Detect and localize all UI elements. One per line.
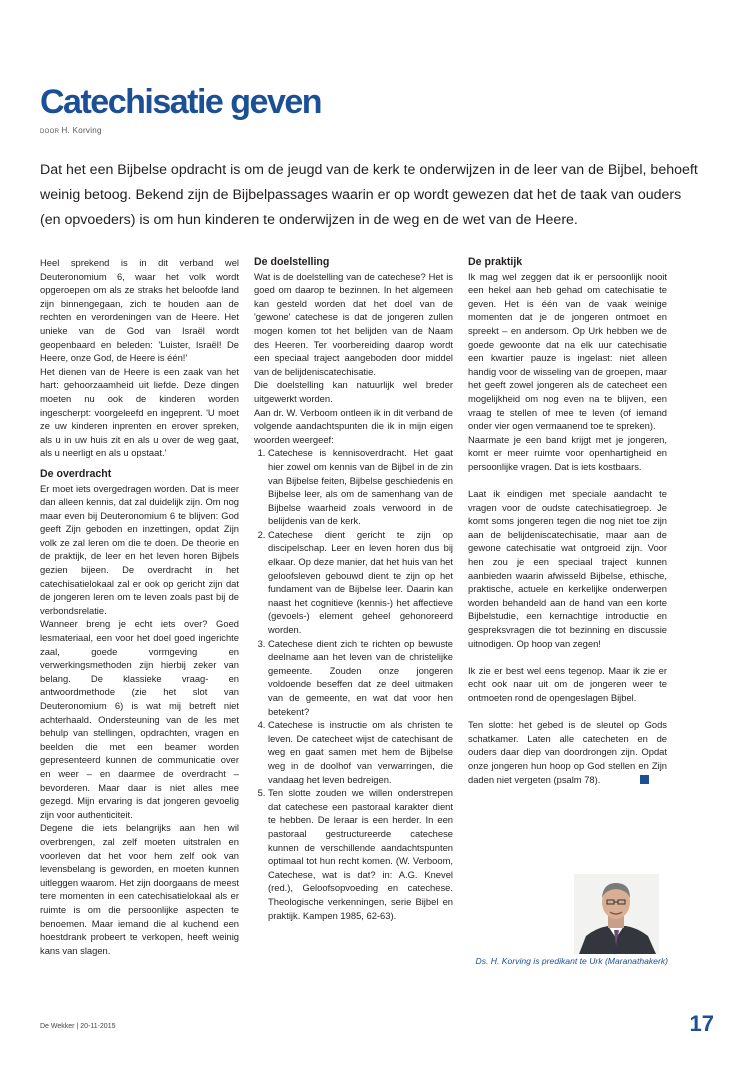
aandachtspunten-list (254, 446, 453, 922)
closing-text: Ten slotte: het gebed is de sleutel op Gods schatkamer. Laten alle catecheten en de ouders daar diep van doordrongen zijn. Opdat onze jongeren hun hoop op God stellen en Zijn daden niet vergeten (psalm 78). (468, 719, 667, 785)
column-2 (254, 256, 453, 922)
list-item: 2. Catechese dient gericht te zijn op discipelschap. Leer en leven horen dus bij elkaar. Op deze manier, dat het huis van het geloofsleven gebouwd dient te zijn op het fundament van de Bijbelse leer. Daarin kan naast het cognitieve (kennis-) het affectieve (gevoels-) element geheel gehonoreerd worden. (268, 528, 453, 637)
paragraph: Ik zie er best wel eens tegenop. Maar ik zie er echt ook naar uit om de jongeren weer te ontmoeten rond de opengeslagen Bijbel. (468, 664, 667, 703)
list-item: 1. Catechese is kennisoverdracht. Het gaat hier zowel om kennis van de Bijbel in de zin van Bijbelse feiten, Bijbelse geschiedenis en Bijbelse leer, als om de samenhang van de Bijbelse waarheid zoals verwoord in de belijdenis van de kerk. (268, 446, 453, 528)
paragraph: Het dienen van de Heere is een zaak van het hart: gehoorzaamheid uit liefde. Deze dingen moeten nu ook de kinderen worden ingescherpt: voorgeleefd en ingeprent. 'U moet ze uw kinderen inprenten en erover spreken, als u in uw huis zit en als u over de weg gaat, als u neerligt en als u opstaat.' (40, 365, 239, 459)
paragraph: Ik mag wel zeggen dat ik er persoonlijk nooit een hekel aan heb gehad om catechisatie te geven. Het is één van de vaak weinige momenten dat je de jongeren ontmoet en spreekt – en andersom. Op Urk hebben we de goede gewoonte dat na elk uur catechisatie een kwartier pauze is ingelast: niet alleen handig voor de wisseling van de groepen, maar het geeft zowel jongeren als de catecheet een mogelijkheid om nog even na te blijven, een vraag te stellen of mee te leven (of iemand onder vier ogen vermaanend toe te spreken). (468, 270, 667, 432)
photo-caption: Ds. H. Korving is predikant te Urk (Maranathakerk) (475, 956, 668, 966)
paragraph: Die doelstelling kan natuurlijk wel breder uitgewerkt worden. (254, 379, 453, 404)
end-mark-icon (640, 775, 649, 784)
paragraph: Degene die iets belangrijks aan hen wil overbrengen, zal zelf moeten uitstralen en voorleven dat het voor hem zelf ook van levensbelang is geworden, en moeten kunnen uitleggen waarom. Het zijn doorgaans de meest tere momenten in een catechisatielokaal als er ruimte is om die persoonlijke aspecten te benoemen. Maar iemand die al kuchend een hoestdrank probeert te verkopen, heeft weinig kans van slagen. (40, 822, 239, 956)
paragraph: Aan dr. W. Verboom ontleen ik in dit verband de volgende aandachtspunten die ik in mijn eigen woorden weergeef: (254, 406, 453, 445)
list-item: 4. Catechese is instructie om als christen te leven. De catecheet wijst de catechisant de weg en gaat samen met hem de Bijbelse weg in de doolhof van verwarringen, die vandaag het leven bedreigen. (268, 718, 453, 786)
byline-prefix: DOOR (40, 129, 60, 135)
list-item: 5. Ten slotte zouden we willen onderstrepen dat catechese een pastoraal karakter dient te hebben. De leraar is een herder. In een pastoraal gestructureerde catechese kunnen de verschillende aandachtspunten optimaal tot hun recht komen. (W. Verboom, Catechese, wat is dat? in: A.G. Knevel (red.), Geloofsopvoeding en catechese. Theologische verkenningen, serie Bijbel en praktijk. Kampen 1985, 62-63). (268, 786, 453, 922)
paragraph-closing (468, 718, 667, 786)
column-1 (40, 256, 239, 957)
author-portrait-icon (574, 874, 659, 954)
article-intro: Dat het een Bijbelse opdracht is om de jeugd van de kerk te onderwijzen in de leer van de Bijbel, behoeft weinig betoog. Bekend zijn de Bijbelpassages waarin er op wordt gewezen dat het de taak van ouders (en opvoeders) is om hun kinderen te onderwijzen in de weg en de wet van de Heere. (40, 162, 698, 228)
paragraph: Laat ik eindigen met speciale aandacht te vragen voor de oudste catechisatiegroep. Je komt soms jongeren tegen die nog niet toe zijn aan de belijdeniscatechisatie, maar aan de gewone catechisatie wat ontgroeid zijn. Voor hen zou je een speciaal traject kunnen aanbieden waarin afwisseld Bijbelse, ethische, praktische, actuele en kerkelijke onderwerpen worden behandeld aan de hand van een korte Bijbelstudie, een kernachtige introductie en gespreksvragen die tot bezinning en discussie uitnodigen. Op hoop van zegen! (468, 488, 667, 649)
section-heading-doelstelling: De doelstelling (254, 256, 330, 268)
article-title: Catechisatie geven (40, 83, 322, 121)
byline (40, 126, 102, 135)
paragraph: Heel sprekend is in dit verband wel Deuteronomium 6, waar het volk wordt opgeroepen om als ze straks het beloofde land zijn binnengegaan, zich te houden aan de rechten en verordeningen van de Heere. Het unieke van de God van Israël wordt geopenbaard en beleden: 'Luister, Israël! De Heere, onze God, de Heere is één!' (40, 257, 239, 364)
section-heading-praktijk: De praktijk (468, 256, 523, 268)
page-number: 17 (689, 1011, 714, 1036)
paragraph: Er moet iets overgedragen worden. Dat is meer dan alleen kennis, dat zal duidelijk zijn. Om nog maar even bij Deuteronomium 6 te blijven: God geeft Zijn geboden en inzettingen, opdat Zijn volk ze zal leren om die te doen. De theorie en de praktijk, de leer en het leven horen Bijbels gezien bijeen. De overdracht in het catechisatielokaal zal er ook op gericht zijn dat de jongeren leren om te leven zoals past bij de verbondsrelatie. (40, 482, 239, 616)
footer-publication: De Wekker | 20-11-2015 (40, 1023, 116, 1030)
column-3 (468, 256, 667, 786)
section-heading-overdracht: De overdracht (40, 467, 112, 480)
paragraph: Wanneer breng je echt iets over? Goed lesmateriaal, een voor het doel goed ingerichte zaal, goede vormgeving en verwerkingsmethoden zijn hierbij zeker van belang. De klassieke vraag- en antwoordmethode (zie het slot van Deuteronomium 6) is wat mij betreft niet achterhaald. Ondersteuning van de les met behulp van stellingen, opdrachten, vragen en beelden die met een beamer worden gepresenteerd kunnen de communicatie over en weer – en daarmee de overdracht – bevorderen. Maar daar is niet alles mee gezegd. Mijn ervaring is dat jongeren gevoelig zijn voor authenticiteit. (40, 618, 239, 820)
list-item: 3. Catechese dient zich te richten op bewuste deelname aan het leven van de christelijke gemeente. Zouden onze jongeren voldoende beseffen dat ze deel uitmaken van de gemeente, en wat dat voor hen betekent? (268, 637, 453, 719)
author-photo (574, 874, 659, 954)
paragraph: Naarmate je een band krijgt met je jongeren, komt er meer ruimte voor openhartigheid en persoonlijke vragen. Dat is iets kostbaars. (468, 433, 667, 472)
paragraph: Wat is de doelstelling van de catechese? Het is goed om daarop te bezinnen. In het algemeen kan gesteld worden dat het doel van de 'gewone' catechese is dat de jongeren zullen mogen komen tot het belijden van de Naam des Heeren. Ter voorbereiding daarop wordt een speciaal traject aangeboden door middel van de belijdeniscatechisatie. (254, 270, 453, 377)
byline-author: H. Korving (61, 126, 102, 135)
